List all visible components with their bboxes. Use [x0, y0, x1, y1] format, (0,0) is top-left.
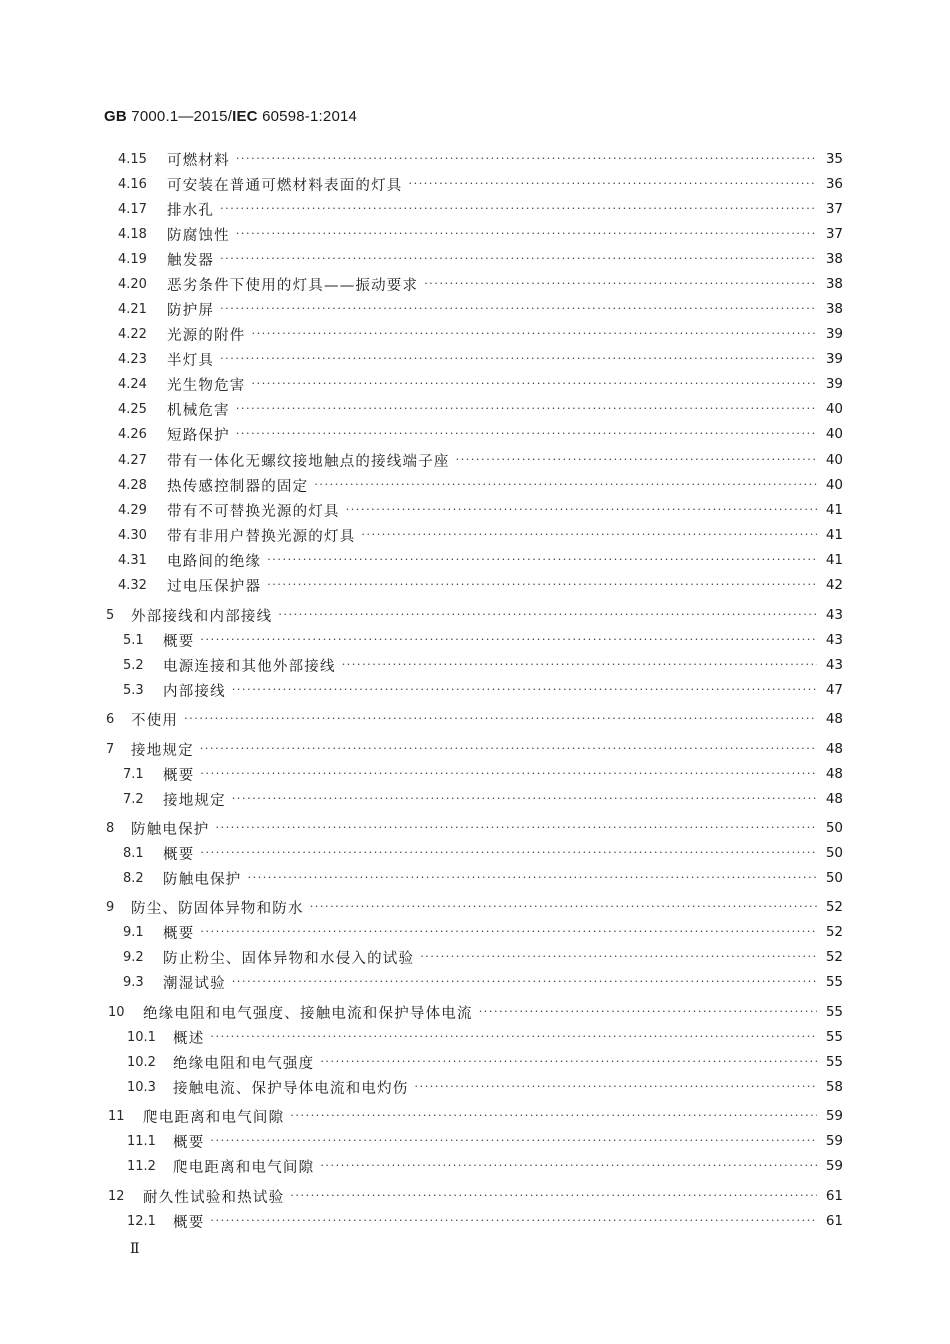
toc-entry[interactable]: [123, 842, 843, 864]
toc-entry-leader-dots: [200, 738, 817, 760]
toc-entry[interactable]: [127, 1155, 843, 1177]
toc-entry-leader-dots: [342, 654, 817, 676]
toc-entry-title: 外部接线和内部接线: [131, 608, 273, 625]
toc-entry-number: 12.1: [127, 1213, 156, 1229]
toc-entry[interactable]: [118, 223, 843, 245]
toc-entry-number: 10.1: [127, 1029, 156, 1045]
toc-entry-leader-dots: [267, 549, 817, 571]
toc-entry-number: 4.17: [118, 201, 147, 217]
toc-entry-leader-dots: [200, 842, 817, 864]
toc-entry-title: 潮湿试验: [163, 975, 226, 992]
toc-entry-page: 58: [825, 1079, 843, 1095]
toc-entry[interactable]: [118, 423, 843, 445]
toc-entry-page: 41: [825, 552, 843, 568]
toc-entry-number: 4.21: [118, 301, 147, 317]
toc-entry-number: 8.1: [123, 845, 144, 861]
toc-entry-page: 37: [825, 201, 843, 217]
toc-entry-page: 48: [825, 711, 843, 727]
toc-entry-page: 39: [825, 376, 843, 392]
toc-entry-page: 40: [825, 426, 843, 442]
toc-entry-title: 接触电流、保护导体电流和电灼伤: [173, 1080, 409, 1097]
toc-entry-number: 5.3: [123, 682, 144, 698]
toc-entry-page: 35: [825, 151, 843, 167]
toc-entry[interactable]: [118, 474, 843, 496]
toc-entry-page: 61: [825, 1188, 843, 1204]
toc-entry-leader-dots: [200, 763, 817, 785]
toc-entry-leader-dots: [346, 499, 817, 521]
toc-entry-number: 4.28: [118, 477, 147, 493]
toc-entry-leader-dots: [220, 298, 817, 320]
toc-entry-page: 48: [825, 791, 843, 807]
toc-entry-number: 4.30: [118, 527, 147, 543]
toc-entry-title: 电源连接和其他外部接线: [163, 658, 336, 675]
toc-entry-title: 内部接线: [163, 683, 226, 700]
toc-entry-page: 41: [825, 527, 843, 543]
toc-entry-title: 光源的附件: [167, 327, 246, 344]
toc-entry-leader-dots: [236, 398, 817, 420]
toc-entry-leader-dots: [220, 248, 817, 270]
toc-entry[interactable]: [106, 738, 843, 760]
toc-entry[interactable]: [108, 1001, 843, 1023]
toc-entry-title: 绝缘电阻和电气强度: [173, 1055, 315, 1072]
toc-entry-number: 8: [106, 820, 115, 836]
toc-entry-leader-dots: [232, 679, 817, 701]
toc-entry-number: 4.23: [118, 351, 147, 367]
toc-entry-page: 59: [825, 1108, 843, 1124]
toc-entry-page: 43: [825, 657, 843, 673]
toc-entry-leader-dots: [361, 524, 817, 546]
toc-entry-leader-dots: [320, 1155, 817, 1177]
toc-entry-leader-dots: [184, 708, 817, 730]
toc-entry-page: 50: [825, 820, 843, 836]
toc-entry[interactable]: [118, 524, 843, 546]
toc-entry-leader-dots: [200, 629, 817, 651]
toc-entry-title: 带有不可替换光源的灯具: [167, 503, 340, 520]
toc-entry[interactable]: [123, 629, 843, 651]
toc-entry-number: 4.32: [118, 577, 147, 593]
toc-entry-number: 9.3: [123, 974, 144, 990]
toc-entry[interactable]: [108, 1105, 843, 1127]
toc-entry-page: 52: [825, 949, 843, 965]
toc-entry-page: 55: [825, 1004, 843, 1020]
header-iec-code: 60598-1:2014: [262, 108, 358, 125]
toc-entry-title: 防护屏: [167, 302, 215, 319]
toc-entry-leader-dots: [210, 1026, 817, 1048]
toc-entry-page: 55: [825, 1029, 843, 1045]
toc-entry[interactable]: [106, 604, 843, 626]
toc-entry[interactable]: [118, 373, 843, 395]
toc-entry-leader-dots: [210, 1130, 817, 1152]
toc-entry-title: 爬电距离和电气间隙: [143, 1109, 285, 1126]
toc-entry-title: 防腐蚀性: [167, 227, 230, 244]
toc-entry-title: 概要: [163, 846, 195, 863]
toc-entry-number: 4.25: [118, 401, 147, 417]
toc-entry-page: 41: [825, 502, 843, 518]
header-iec: IEC: [232, 108, 258, 125]
toc-entry[interactable]: [127, 1130, 843, 1152]
footer-page-number: Ⅱ: [130, 1241, 140, 1257]
toc-entry-page: 39: [825, 326, 843, 342]
toc-entry[interactable]: [118, 549, 843, 571]
toc-entry-leader-dots: [290, 1105, 817, 1127]
toc-entry[interactable]: [123, 946, 843, 968]
toc-entry-number: 9: [106, 899, 115, 915]
toc-entry[interactable]: [127, 1076, 843, 1098]
toc-entry-title: 防触电保护: [131, 821, 210, 838]
toc-entry-number: 4.19: [118, 251, 147, 267]
toc-entry-number: 7.2: [123, 791, 144, 807]
toc-entry[interactable]: [123, 867, 843, 889]
toc-entry[interactable]: [127, 1026, 843, 1048]
toc-entry-number: 4.26: [118, 426, 147, 442]
toc-entry-title: 触发器: [167, 252, 215, 269]
toc-entry-number: 4.20: [118, 276, 147, 292]
toc-entry-leader-dots: [232, 971, 817, 993]
toc-entry-number: 4.31: [118, 552, 147, 568]
toc-entry-number: 9.2: [123, 949, 144, 965]
toc-entry-number: 4.18: [118, 226, 147, 242]
toc-entry[interactable]: [118, 173, 843, 195]
toc-entry-page: 48: [825, 766, 843, 782]
toc-entry-page: 40: [825, 477, 843, 493]
toc-entry[interactable]: [106, 708, 843, 730]
toc-entry-title: 爬电距离和电气间隙: [173, 1159, 315, 1176]
toc-entry-leader-dots: [314, 474, 817, 496]
toc-entry[interactable]: [106, 817, 843, 839]
toc-entry-number: 5: [106, 607, 115, 623]
toc-entry[interactable]: [123, 763, 843, 785]
toc-entry-title: 电路间的绝缘: [167, 553, 262, 570]
toc-entry-page: 39: [825, 351, 843, 367]
toc-entry-title: 可燃材料: [167, 152, 230, 169]
toc-entry-leader-dots: [236, 423, 817, 445]
toc-entry-page: 42: [825, 577, 843, 593]
toc-entry-title: 热传感控制器的固定: [167, 478, 309, 495]
toc-entry-title: 机械危害: [167, 402, 230, 419]
toc-entry-leader-dots: [456, 449, 817, 471]
toc-entry-page: 59: [825, 1133, 843, 1149]
toc-entry-leader-dots: [290, 1185, 817, 1207]
toc-entry-number: 7: [106, 741, 115, 757]
toc-entry-number: 10.3: [127, 1079, 156, 1095]
toc-entry[interactable]: [127, 1210, 843, 1232]
toc-entry-leader-dots: [278, 604, 817, 626]
toc-entry-number: 5.1: [123, 632, 144, 648]
toc-entry-number: 11: [108, 1108, 125, 1124]
toc-entry-title: 防止粉尘、固体异物和水侵入的试验: [163, 950, 415, 967]
toc-entry-leader-dots: [409, 173, 818, 195]
toc-entry-title: 不使用: [131, 712, 179, 729]
toc-entry-number: 6: [106, 711, 115, 727]
toc-entry-number: 4.16: [118, 176, 147, 192]
header-gb: GB: [104, 108, 127, 125]
toc-entry-leader-dots: [415, 1076, 818, 1098]
toc-entry-leader-dots: [424, 273, 817, 295]
toc-entry-title: 过电压保护器: [167, 578, 262, 595]
toc-entry-title: 可安装在普通可燃材料表面的灯具: [167, 177, 403, 194]
toc-entry-leader-dots: [479, 1001, 817, 1023]
toc-entry-leader-dots: [220, 348, 817, 370]
toc-entry-page: 47: [825, 682, 843, 698]
toc-entry-title: 接地规定: [131, 742, 194, 759]
toc-entry[interactable]: [118, 398, 843, 420]
toc-entry-title: 带有一体化无螺纹接地触点的接线端子座: [167, 453, 450, 470]
toc-entry[interactable]: [108, 1185, 843, 1207]
toc-entry-leader-dots: [232, 788, 817, 810]
toc-entry[interactable]: [118, 198, 843, 220]
toc-entry-page: 55: [825, 1054, 843, 1070]
toc-entry-number: 5.2: [123, 657, 144, 673]
toc-entry-leader-dots: [252, 323, 818, 345]
toc-entry-title: 概要: [163, 925, 195, 942]
toc-entry-leader-dots: [320, 1051, 817, 1073]
toc-entry-page: 37: [825, 226, 843, 242]
toc-entry[interactable]: [118, 348, 843, 370]
toc-entry-number: 4.27: [118, 452, 147, 468]
toc-entry-number: 12: [108, 1188, 125, 1204]
toc-entry-page: 36: [825, 176, 843, 192]
toc-entry[interactable]: [123, 971, 843, 993]
toc-entry-number: 9.1: [123, 924, 144, 940]
toc-entry-title: 带有非用户替换光源的灯具: [167, 528, 356, 545]
toc-entry-leader-dots: [267, 574, 817, 596]
toc-entry[interactable]: [118, 499, 843, 521]
toc-entry-title: 短路保护: [167, 427, 230, 444]
toc-entry-title: 概要: [173, 1214, 205, 1231]
toc-entry-number: 10: [108, 1004, 125, 1020]
toc-entry[interactable]: [123, 654, 843, 676]
toc-entry-number: 4.15: [118, 151, 147, 167]
toc-entry-title: 绝缘电阻和电气强度、接触电流和保护导体电流: [143, 1005, 473, 1022]
toc-entry-number: 7.1: [123, 766, 144, 782]
toc-entry-page: 52: [825, 924, 843, 940]
toc-entry-title: 概要: [173, 1134, 205, 1151]
toc-entry-number: 11.2: [127, 1158, 156, 1174]
toc-entry-page: 52: [825, 899, 843, 915]
toc-entry-number: 11.1: [127, 1133, 156, 1149]
toc-entry[interactable]: [118, 298, 843, 320]
toc-entry-number: 4.24: [118, 376, 147, 392]
toc-entry-number: 4.22: [118, 326, 147, 342]
toc-entry-page: 43: [825, 632, 843, 648]
toc-entry-title: 概要: [163, 767, 195, 784]
toc-entry-page: 59: [825, 1158, 843, 1174]
toc-entry[interactable]: [118, 449, 843, 471]
toc-entry-page: 40: [825, 401, 843, 417]
toc-entry[interactable]: [118, 148, 843, 170]
toc-entry-page: 40: [825, 452, 843, 468]
toc-entry-number: 4.29: [118, 502, 147, 518]
toc-entry-leader-dots: [310, 896, 817, 918]
header-code: 7000.1—2015/: [131, 108, 233, 125]
toc-entry[interactable]: [118, 273, 843, 295]
toc-entry[interactable]: [118, 574, 843, 596]
toc-entry-title: 概要: [163, 633, 195, 650]
toc-entry-page: 55: [825, 974, 843, 990]
toc-entry-leader-dots: [216, 817, 818, 839]
toc-entry[interactable]: [123, 788, 843, 810]
toc-entry[interactable]: [123, 679, 843, 701]
toc-entry-title: 耐久性试验和热试验: [143, 1189, 285, 1206]
toc-entry[interactable]: [127, 1051, 843, 1073]
toc-entry-page: 38: [825, 301, 843, 317]
toc-entry-title: 接地规定: [163, 792, 226, 809]
toc-entry-title: 半灯具: [167, 352, 215, 369]
toc-entry[interactable]: [118, 323, 843, 345]
toc-entry-number: 10.2: [127, 1054, 156, 1070]
toc-entry[interactable]: [106, 896, 843, 918]
toc-entry-leader-dots: [236, 148, 817, 170]
toc-entry-leader-dots: [220, 198, 817, 220]
toc-entry-leader-dots: [252, 373, 818, 395]
toc-entry-title: 防触电保护: [163, 871, 242, 888]
toc-entry-leader-dots: [236, 223, 817, 245]
toc-entry-leader-dots: [420, 946, 817, 968]
toc-entry-page: 43: [825, 607, 843, 623]
toc-entry-title: 光生物危害: [167, 377, 246, 394]
document-header: [104, 108, 357, 125]
toc-entry-leader-dots: [248, 867, 818, 889]
toc-entry-page: 38: [825, 251, 843, 267]
toc-entry-page: 61: [825, 1213, 843, 1229]
toc-entry-page: 48: [825, 741, 843, 757]
toc-entry-page: 50: [825, 845, 843, 861]
toc-entry-page: 38: [825, 276, 843, 292]
toc-entry-title: 概述: [173, 1030, 205, 1047]
toc-entry-number: 8.2: [123, 870, 144, 886]
toc-entry-page: 50: [825, 870, 843, 886]
toc-entry[interactable]: [118, 248, 843, 270]
toc-entry-leader-dots: [200, 921, 817, 943]
toc-entry-leader-dots: [210, 1210, 817, 1232]
toc-entry-title: 防尘、防固体异物和防水: [131, 900, 304, 917]
toc-entry[interactable]: [123, 921, 843, 943]
toc-entry-title: 排水孔: [167, 202, 215, 219]
toc-entry-title: 恶劣条件下使用的灯具——振动要求: [167, 277, 419, 294]
